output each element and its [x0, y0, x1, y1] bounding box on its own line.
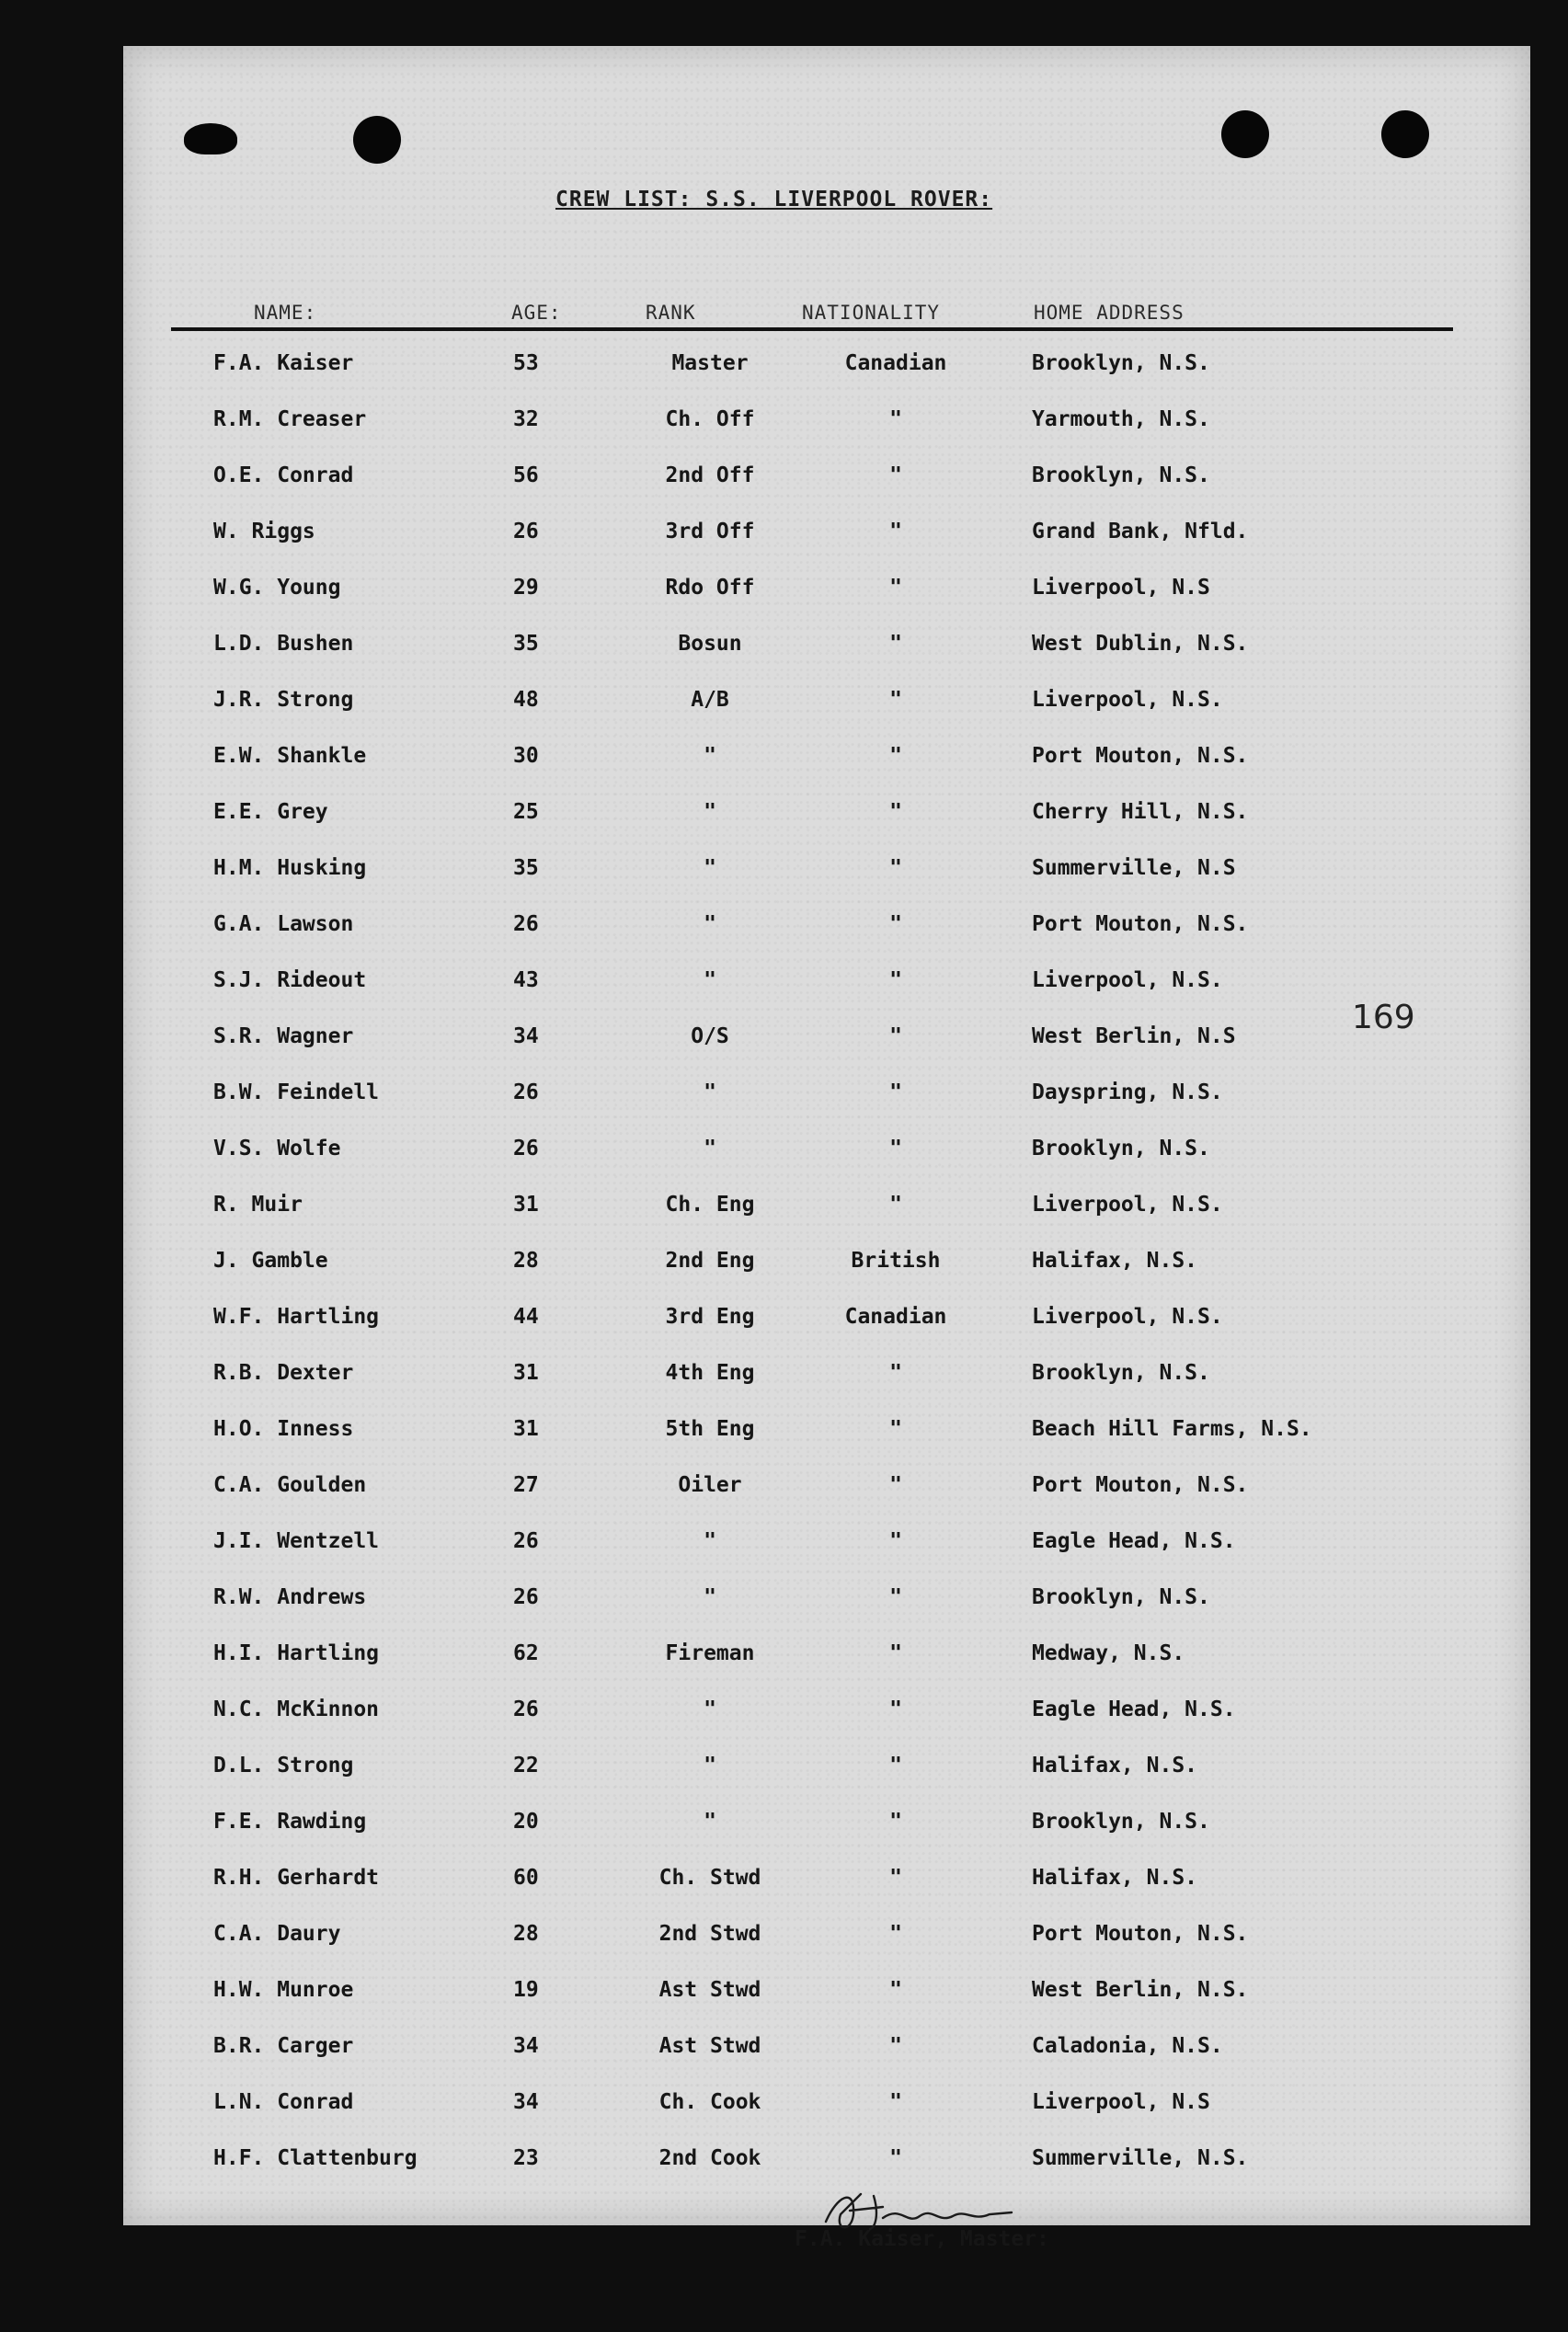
crew-rank: Ch. Stwd: [658, 1866, 761, 1890]
crew-rank: ": [704, 1810, 716, 1834]
crew-nationality: ": [889, 2034, 902, 2058]
crew-address: Medway, N.S.: [1032, 1641, 1185, 1665]
crew-age: 30: [513, 744, 539, 768]
crew-name: D.L. Strong: [213, 1754, 354, 1778]
crew-name: V.S. Wolfe: [213, 1137, 341, 1160]
crew-address: Summerville, N.S: [1032, 856, 1236, 880]
crew-rank: ": [704, 1698, 716, 1721]
crew-name: H.W. Munroe: [213, 1978, 354, 2002]
table-row: [123, 1080, 1530, 1136]
crew-nationality: ": [889, 1473, 902, 1497]
crew-address: Brooklyn, N.S.: [1032, 351, 1210, 375]
table-row: [123, 1585, 1530, 1640]
crew-address: Summerville, N.S.: [1032, 2146, 1249, 2170]
crew-address: Port Mouton, N.S.: [1032, 1922, 1249, 1946]
crew-rank: 5th Eng: [665, 1417, 755, 1441]
crew-address: Caladonia, N.S.: [1032, 2034, 1223, 2058]
crew-rank: ": [704, 1529, 716, 1553]
crew-address: Liverpool, N.S.: [1032, 1193, 1223, 1217]
crew-age: 34: [513, 1024, 539, 1048]
crew-name: H.F. Clattenburg: [213, 2146, 418, 2170]
table-row: [123, 1698, 1530, 1753]
crew-rank: Ch. Cook: [658, 2090, 761, 2114]
crew-nationality: ": [889, 1137, 902, 1160]
table-row: [123, 407, 1530, 463]
crew-age: 31: [513, 1361, 539, 1385]
crew-age: 26: [513, 1080, 539, 1104]
crew-nationality: ": [889, 1417, 902, 1441]
crew-address: West Dublin, N.S.: [1032, 632, 1249, 656]
crew-name: W.F. Hartling: [213, 1305, 380, 1329]
crew-rank: 2nd Stwd: [658, 1922, 761, 1946]
crew-address: Dayspring, N.S.: [1032, 1080, 1223, 1104]
crew-age: 26: [513, 1529, 539, 1553]
punch-hole: [184, 123, 237, 154]
table-row: [123, 1137, 1530, 1192]
crew-rank: Rdo Off: [665, 576, 755, 600]
table-row: [123, 1249, 1530, 1304]
crew-nationality: ": [889, 520, 902, 543]
crew-rank: ": [704, 856, 716, 880]
crew-rank: 2nd Off: [665, 463, 755, 487]
table-row: [123, 1473, 1530, 1528]
crew-age: 32: [513, 407, 539, 431]
table-row: [123, 463, 1530, 519]
crew-nationality: ": [889, 407, 902, 431]
table-row: [123, 2034, 1530, 2089]
table-row: [123, 1641, 1530, 1697]
crew-age: 19: [513, 1978, 539, 2002]
crew-address: Brooklyn, N.S.: [1032, 463, 1210, 487]
punch-hole: [1381, 110, 1429, 158]
crew-address: Liverpool, N.S: [1032, 576, 1210, 600]
crew-address: Port Mouton, N.S.: [1032, 744, 1249, 768]
crew-address: Halifax, N.S.: [1032, 1249, 1198, 1273]
table-row: [123, 1193, 1530, 1248]
crew-address: Eagle Head, N.S.: [1032, 1698, 1236, 1721]
table-row: [123, 744, 1530, 799]
table-row: [123, 1024, 1530, 1080]
crew-age: 35: [513, 856, 539, 880]
crew-name: F.E. Rawding: [213, 1810, 367, 1834]
crew-name: N.C. McKinnon: [213, 1698, 380, 1721]
crew-address: Yarmouth, N.S.: [1032, 407, 1210, 431]
crew-nationality: ": [889, 1361, 902, 1385]
crew-nationality: ": [889, 576, 902, 600]
crew-nationality: ": [889, 1810, 902, 1834]
crew-age: 20: [513, 1810, 539, 1834]
crew-name: E.W. Shankle: [213, 744, 367, 768]
crew-name: R.H. Gerhardt: [213, 1866, 380, 1890]
crew-age: 26: [513, 912, 539, 936]
table-row: [123, 1922, 1530, 1977]
table-row: [123, 1978, 1530, 2033]
crew-rank: ": [704, 1137, 716, 1160]
crew-nationality: ": [889, 2090, 902, 2114]
crew-age: 29: [513, 576, 539, 600]
crew-name: H.M. Husking: [213, 856, 367, 880]
crew-address: Liverpool, N.S.: [1032, 1305, 1223, 1329]
crew-rank: O/S: [691, 1024, 729, 1048]
crew-age: 26: [513, 520, 539, 543]
crew-nationality: ": [889, 1978, 902, 2002]
crew-age: 35: [513, 632, 539, 656]
crew-nationality: ": [889, 912, 902, 936]
header-name: NAME:: [254, 302, 317, 324]
crew-name: C.A. Daury: [213, 1922, 341, 1946]
crew-name: J.R. Strong: [213, 688, 354, 712]
crew-name: S.J. Rideout: [213, 968, 367, 992]
crew-name: W.G. Young: [213, 576, 341, 600]
crew-rank: 4th Eng: [665, 1361, 755, 1385]
crew-nationality: ": [889, 1698, 902, 1721]
page-number: 169: [1352, 999, 1415, 1036]
crew-name: H.I. Hartling: [213, 1641, 380, 1665]
crew-age: 28: [513, 1249, 539, 1273]
crew-age: 62: [513, 1641, 539, 1665]
table-row: [123, 1417, 1530, 1472]
crew-age: 28: [513, 1922, 539, 1946]
crew-nationality: ": [889, 1080, 902, 1104]
table-row: [123, 632, 1530, 687]
crew-nationality: ": [889, 1641, 902, 1665]
crew-address: Cherry Hill, N.S.: [1032, 800, 1249, 824]
header-address: HOME ADDRESS: [1034, 302, 1185, 324]
crew-rank: ": [704, 1754, 716, 1778]
crew-nationality: British: [851, 1249, 941, 1273]
crew-address: West Berlin, N.S: [1032, 1024, 1236, 1048]
table-row: [123, 1754, 1530, 1809]
crew-age: 23: [513, 2146, 539, 2170]
table-row: [123, 912, 1530, 967]
crew-rank: ": [704, 1585, 716, 1609]
crew-name: F.A. Kaiser: [213, 351, 354, 375]
crew-address: Liverpool, N.S: [1032, 2090, 1210, 2114]
crew-name: B.W. Feindell: [213, 1080, 380, 1104]
crew-nationality: ": [889, 1024, 902, 1048]
table-row: [123, 856, 1530, 911]
crew-age: 53: [513, 351, 539, 375]
crew-name: S.R. Wagner: [213, 1024, 354, 1048]
table-row: [123, 2090, 1530, 2145]
header-rank: RANK: [646, 302, 696, 324]
crew-name: R. Muir: [213, 1193, 303, 1217]
crew-nationality: ": [889, 1193, 902, 1217]
crew-name: R.W. Andrews: [213, 1585, 367, 1609]
crew-address: Brooklyn, N.S.: [1032, 1585, 1210, 1609]
crew-age: 44: [513, 1305, 539, 1329]
table-row: [123, 1305, 1530, 1360]
table-row: [123, 1810, 1530, 1865]
crew-name: E.E. Grey: [213, 800, 328, 824]
crew-name: H.O. Inness: [213, 1417, 354, 1441]
crew-nationality: ": [889, 1529, 902, 1553]
crew-rank: 2nd Eng: [665, 1249, 755, 1273]
crew-name: L.N. Conrad: [213, 2090, 354, 2114]
crew-age: 60: [513, 1866, 539, 1890]
document-title: CREW LIST: S.S. LIVERPOOL ROVER:: [555, 188, 993, 211]
crew-rank: Master: [671, 351, 749, 375]
crew-nationality: ": [889, 856, 902, 880]
crew-rank: ": [704, 800, 716, 824]
crew-name: R.B. Dexter: [213, 1361, 354, 1385]
crew-address: Brooklyn, N.S.: [1032, 1361, 1210, 1385]
crew-address: Grand Bank, Nfld.: [1032, 520, 1249, 543]
punch-hole: [1221, 110, 1269, 158]
crew-age: 34: [513, 2034, 539, 2058]
table-row: [123, 1529, 1530, 1584]
crew-rank: 3rd Eng: [665, 1305, 755, 1329]
crew-address: Brooklyn, N.S.: [1032, 1810, 1210, 1834]
crew-name: J.I. Wentzell: [213, 1529, 380, 1553]
table-row: [123, 351, 1530, 406]
crew-name: G.A. Lawson: [213, 912, 354, 936]
crew-age: 25: [513, 800, 539, 824]
crew-nationality: ": [889, 1754, 902, 1778]
crew-nationality: ": [889, 688, 902, 712]
crew-address: Halifax, N.S.: [1032, 1754, 1198, 1778]
crew-age: 48: [513, 688, 539, 712]
table-row: [123, 520, 1530, 575]
header-rule: [171, 327, 1453, 331]
crew-name: R.M. Creaser: [213, 407, 367, 431]
crew-age: 31: [513, 1193, 539, 1217]
table-row: [123, 968, 1530, 1023]
crew-rank: Ch. Off: [665, 407, 755, 431]
crew-age: 43: [513, 968, 539, 992]
crew-rank: Oiler: [678, 1473, 742, 1497]
crew-address: Halifax, N.S.: [1032, 1866, 1198, 1890]
header-nationality: NATIONALITY: [802, 302, 941, 324]
crew-rank: ": [704, 744, 716, 768]
header-age: AGE:: [511, 302, 562, 324]
crew-nationality: ": [889, 800, 902, 824]
table-row: [123, 576, 1530, 631]
crew-nationality: ": [889, 1585, 902, 1609]
crew-address: Beach Hill Farms, N.S.: [1032, 1417, 1312, 1441]
table-row: [123, 800, 1530, 855]
crew-nationality: ": [889, 463, 902, 487]
crew-address: West Berlin, N.S.: [1032, 1978, 1249, 2002]
crew-rank: ": [704, 1080, 716, 1104]
crew-rank: Fireman: [665, 1641, 755, 1665]
crew-nationality: Canadian: [844, 1305, 947, 1329]
crew-age: 26: [513, 1698, 539, 1721]
crew-name: W. Riggs: [213, 520, 315, 543]
crew-rank: 2nd Cook: [658, 2146, 761, 2170]
crew-age: 56: [513, 463, 539, 487]
crew-name: B.R. Carger: [213, 2034, 354, 2058]
crew-address: Eagle Head, N.S.: [1032, 1529, 1236, 1553]
crew-nationality: ": [889, 2146, 902, 2170]
crew-name: C.A. Goulden: [213, 1473, 367, 1497]
table-row: [123, 1361, 1530, 1416]
crew-nationality: Canadian: [844, 351, 947, 375]
table-row: [123, 688, 1530, 743]
crew-rank: ": [704, 912, 716, 936]
crew-name: J. Gamble: [213, 1249, 328, 1273]
signer-name: F.A. Kaiser, Master:: [795, 2227, 1049, 2251]
crew-age: 26: [513, 1137, 539, 1160]
crew-address: Brooklyn, N.S.: [1032, 1137, 1210, 1160]
crew-age: 27: [513, 1473, 539, 1497]
crew-nationality: ": [889, 968, 902, 992]
crew-rank: Bosun: [678, 632, 742, 656]
crew-rank: 3rd Off: [665, 520, 755, 543]
punch-hole: [353, 116, 401, 164]
crew-rank: Ast Stwd: [658, 1978, 761, 2002]
crew-rank: ": [704, 968, 716, 992]
crew-address: Liverpool, N.S.: [1032, 968, 1223, 992]
crew-age: 26: [513, 1585, 539, 1609]
document-sheet: [123, 46, 1530, 2251]
crew-age: 34: [513, 2090, 539, 2114]
crew-address: Port Mouton, N.S.: [1032, 1473, 1249, 1497]
table-row: [123, 1866, 1530, 1921]
crew-nationality: ": [889, 744, 902, 768]
crew-age: 31: [513, 1417, 539, 1441]
crew-rank: A/B: [691, 688, 729, 712]
crew-name: L.D. Bushen: [213, 632, 354, 656]
crew-rank: Ast Stwd: [658, 2034, 761, 2058]
crew-name: O.E. Conrad: [213, 463, 354, 487]
crew-nationality: ": [889, 1922, 902, 1946]
crew-rank: Ch. Eng: [665, 1193, 755, 1217]
crew-address: Port Mouton, N.S.: [1032, 912, 1249, 936]
crew-age: 22: [513, 1754, 539, 1778]
crew-nationality: ": [889, 632, 902, 656]
crew-address: Liverpool, N.S.: [1032, 688, 1223, 712]
crew-nationality: ": [889, 1866, 902, 1890]
